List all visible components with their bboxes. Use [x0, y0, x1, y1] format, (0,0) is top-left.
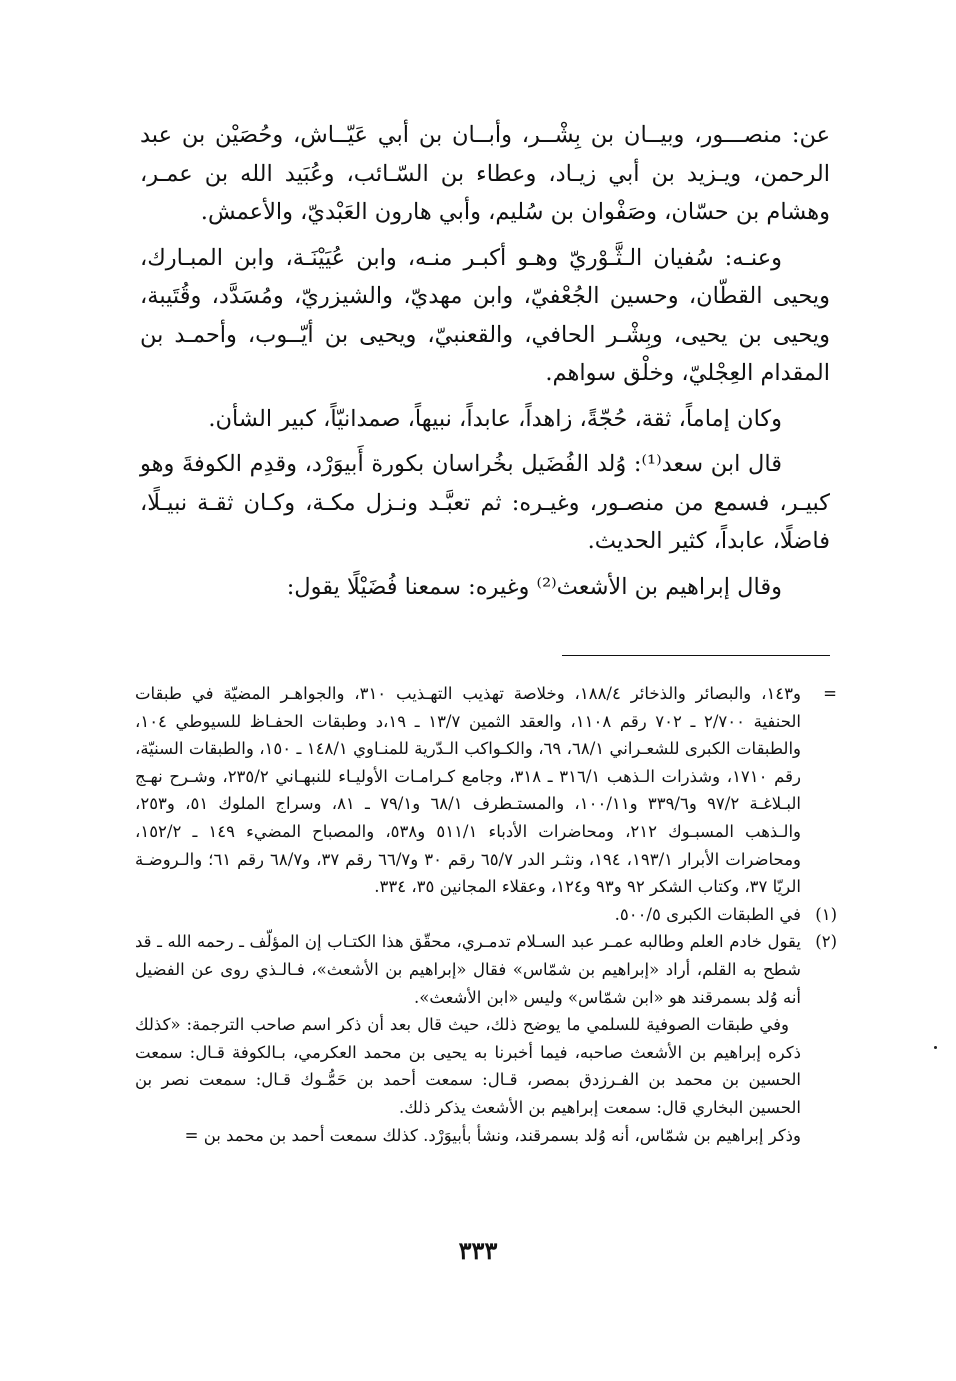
footnotes	[135, 680, 837, 1149]
paragraph-narrators-from: عن: منصـــور، وبيــان بن بِشْــر، وأبــان بن أبي عَيّــاش، وحُصَيْن بن عبد الرحمن، ويـزيد بن أبي زيـاد، وعطاء بن السّـائب، وعُبَيد الله بن عمـر، وهشام بن حسّان، وصَفْوان بن سُليم، وأبي هارون العَبْديّ، والأعمش.	[140, 122, 830, 225]
footnote-1-text: في الطبقات الكبرى ٥٠٠/٥.	[614, 904, 801, 924]
footnote-2-text-last: وذكر إبراهيم بن شمّاس، أنه وُلد بسمرقند، ونشأ بأبيوَرْد. كذلك سمعت أحمد بن محمد بن =	[184, 1125, 801, 1145]
scan-speck	[934, 1046, 937, 1049]
paragraph-praise: وكان إماماً، ثقة، حُجّةً، زاهداً، عابداً، نبيهاً، صمدانيّاً، كبير الشأن.	[208, 405, 782, 432]
footnote-separator	[562, 655, 830, 656]
footnote-continuation-mark: =	[823, 684, 837, 703]
footnote-continuation-text: و١٤٣، والبصائر والذخائر ١٨٨/٤، وخلاصة تهذيب التهـذيب ٣١٠، والجواهـر المضيّة في طبقات الحنفية ٢/٧٠٠ ـ ٧٠٢ رقم ١١٠٨، والعقد الثمين ١٣/٧ ـ ١٩،د وطبقات الحفـاظ للسيوطي ١٠٤، والطبقات الكبرى للشعـراني ٦٨/١، ٦٩، والكـواكب الـدّرية للمنـاوي ١٤٨/١ ـ ١٥٠، والطبقات السنيّة، رقم ١٧١٠، وشذرات الـذهب ٣١٦/١ ـ ٣١٨، وجامع كـرامـات الأوليـاء للنبهـاني ٢٣٥/٢، وشـرح نهـج البـلاغـة ٩٧/٢ و٣٣٩/٦ و١٠٠/١١، والمستـطرف ٦٨/١ و٧٩/١ ـ ٨١، وسراج الملوك ٥١، و٢٥٣، والـذهب المسبـوك ٢١٢، ومحاضرات الأدباء ٥١١/١ و٥٣٨، والمصباح المضيء ١٤٩ ـ ١٥٢/٢، ومحاضرات الأبرار ١٩٣/١، ١٩٤، ونثـر الدر ٦٥/٧ رقم ٣٠ و٦٦/٧ رقم ٣٧، و٦٨/٧ رقم ٦١؛ والـروضـة الريّا ٣٧، وكتاب الشكر ٩٢ و٩٣ و١٢٤، وعقلاء المجانين ٣٥، ٣٣٤.	[135, 684, 802, 897]
footnote-2	[135, 928, 837, 1149]
main-text	[140, 116, 830, 613]
paragraph-narrators-to: وعنـه: سُفيان الـثَّـوْريّ وهـو أكبـر منـه، وابن عُيَيْنَـة، وابن المبـارك، ويحيى القطّان، وحسين الجُعْفيّ، وابن مهديّ، والشيزريّ، ومُسَدَّد، وقُتَيبة، ويحيى بن يحيى، وبِشْـر الحافي، والقعنبيّ، ويحيى بن أيّــوب، وأحمـد بن المقدام العِجْليّ، وخلْق سواهم.	[140, 244, 830, 386]
footnote-2-text: يقول خادم العلم وطالبه عمـر عبد السـلام تدمـري، محقّق هذا الكتـاب إن المؤلّف ـ رحمه الله ـ قد شطح به القلم، أراد «إبراهيم بن شمّاس» فقال «إبراهيم بن الأشعث»، فـالـذي روى عن الفضيل أنه وُلد بسمرقند هو «ابن شمّاس» وليس «ابن الأشعث».	[135, 932, 801, 1007]
footnote-1	[135, 901, 837, 929]
paragraph-ibrahim: وقال إبراهيم بن الأشعث⁽²⁾ وغيره: سمعنا فُضَيْلًا يقول:	[286, 573, 782, 600]
footnote-1-mark: (١)	[815, 904, 837, 924]
footnote-2-text-continued: وفي طبقات الصوفية للسلمي ما يوضح ذلك، حيث قال بعد أن ذكر اسم صاحب الترجمة: «كذلك ذكره إبراهيم بن الأشعث صاحبه، فيما أخبرنا به يحيى بن محمد العكرمي، بـالكوفة قـال: سمعت الحسين بن محمد بن الفـرزدق بمصر، قـال: سمعت أحمد بن حَمُّـوك قـال: سمعت نصر بن الحسين البخاري قال: سمعت إبراهيم بن الأشعث يذكر ذلك.	[135, 1015, 801, 1117]
page-number: ٣٣٣	[458, 1236, 498, 1265]
footnote-2-mark: (٢)	[815, 932, 837, 952]
paragraph-ibn-saad: قال ابن سعد⁽¹⁾: وُلد الفُضَيل بخُراسان بكورة أَبيوَرْد، وقدِم الكوفةَ وهو كبيـر، فسمع من منصـور، وغيـره: ثم تعبَّـد ونـزل مكـة، وكـان ثقـة نبيـلًا، فاضلًا، عابداً، كثير الحديث.	[140, 451, 830, 554]
footnote-continuation	[135, 680, 837, 901]
